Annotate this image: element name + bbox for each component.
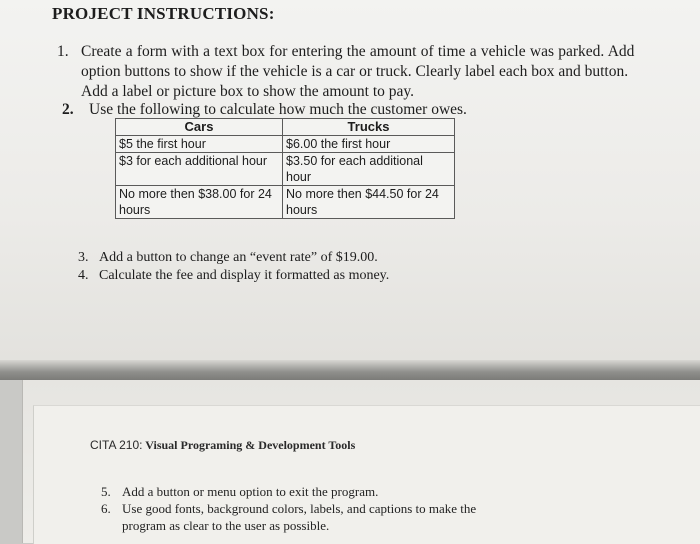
cars-max-24h: No more then $38.00 for 24 hours	[116, 186, 283, 219]
table-row	[116, 153, 455, 186]
cars-additional-hour: $3 for each additional hour	[116, 153, 283, 186]
course-header	[90, 438, 355, 453]
item-1-line-3: Add a label or picture box to show the amount to pay.	[81, 83, 415, 100]
item-6-line-2: program as clear to the user as possible.	[122, 518, 330, 533]
item-6-number: 6.	[101, 501, 111, 516]
item-3-number: 3.	[78, 250, 89, 265]
item-2-number: 2.	[62, 101, 74, 118]
table-row	[116, 136, 455, 153]
trucks-max-24h: No more then $44.50 for 24 hours	[283, 186, 455, 219]
item-4-number: 4.	[78, 268, 89, 283]
page-separator	[0, 360, 700, 380]
course-code: CITA 210:	[90, 438, 143, 452]
header-cars: Cars	[116, 119, 283, 136]
trucks-first-hour: $6.00 the first hour	[283, 136, 455, 153]
rates-table	[115, 118, 455, 219]
trucks-additional-hour: $3.50 for each additional hour	[283, 153, 455, 186]
table-header-row	[116, 119, 455, 136]
item-2-line-1: Use the following to calculate how much the customer owes.	[89, 101, 467, 118]
item-1-number: 1.	[57, 43, 69, 60]
item-1-line-2: option buttons to show if the vehicle is a car or truck. Clearly label each box and button.	[81, 63, 629, 80]
cars-first-hour: $5 the first hour	[116, 136, 283, 153]
item-3-line-1: Add a button to change an “event rate” of $19.00.	[99, 250, 378, 265]
item-5-number: 5.	[101, 484, 111, 499]
table-row	[116, 186, 455, 219]
course-name: Visual Programing & Development Tools	[145, 438, 356, 452]
item-6-line-1: Use good fonts, background colors, labels, and captions to make the	[122, 501, 477, 516]
item-4-line-1: Calculate the fee and display it formatted as money.	[99, 268, 390, 283]
page-title: PROJECT INSTRUCTIONS:	[52, 4, 275, 23]
item-5-line-1: Add a button or menu option to exit the program.	[122, 484, 379, 499]
item-1-line-1: Create a form with a text box for entering the amount of time a vehicle was parked. Add	[81, 43, 635, 60]
header-trucks: Trucks	[283, 119, 455, 136]
